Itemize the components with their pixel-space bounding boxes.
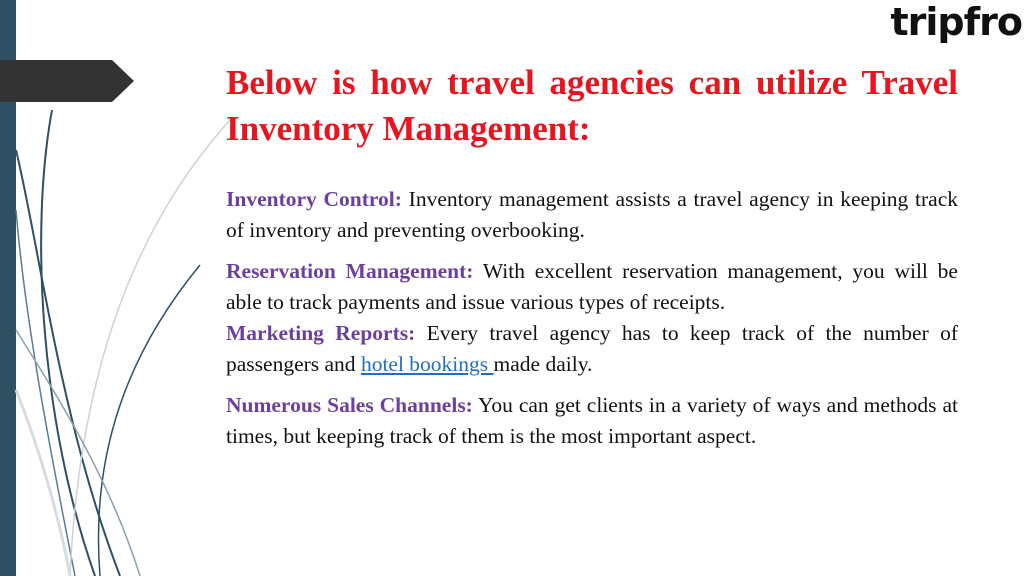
item-text: Inventory management assists a travel agency in keeping track of inventory and preventing overbooking. (226, 187, 958, 242)
hotel-bookings-link[interactable]: hotel bookings (360, 352, 494, 376)
item-marketing-reports (226, 318, 958, 380)
item-reservation-management (226, 256, 958, 318)
item-label: Inventory Control: (226, 187, 402, 211)
page-title: Below is how travel agencies can utilize Travel Inventory Management: (226, 63, 958, 148)
item-text: With excellent reservation management, you will be able to track payments and issue various types of receipts. (226, 259, 958, 314)
item-label: Reservation Management: (226, 259, 474, 283)
item-text: Every travel agency has to keep track of the number of passengers and (226, 321, 959, 376)
tripfro-logo: tripfro (890, 0, 1022, 44)
content-body (226, 184, 958, 452)
item-text: You can get clients in a variety of ways and methods at times, but keeping track of them is the most important aspect. (226, 393, 958, 448)
item-numerous-sales-channels (226, 390, 958, 452)
item-text-after-link: made daily. (493, 352, 593, 376)
item-label: Numerous Sales Channels: (226, 393, 473, 417)
arrow-banner (0, 60, 134, 102)
item-label: Marketing Reports: (226, 321, 416, 345)
item-inventory-control (226, 184, 958, 246)
